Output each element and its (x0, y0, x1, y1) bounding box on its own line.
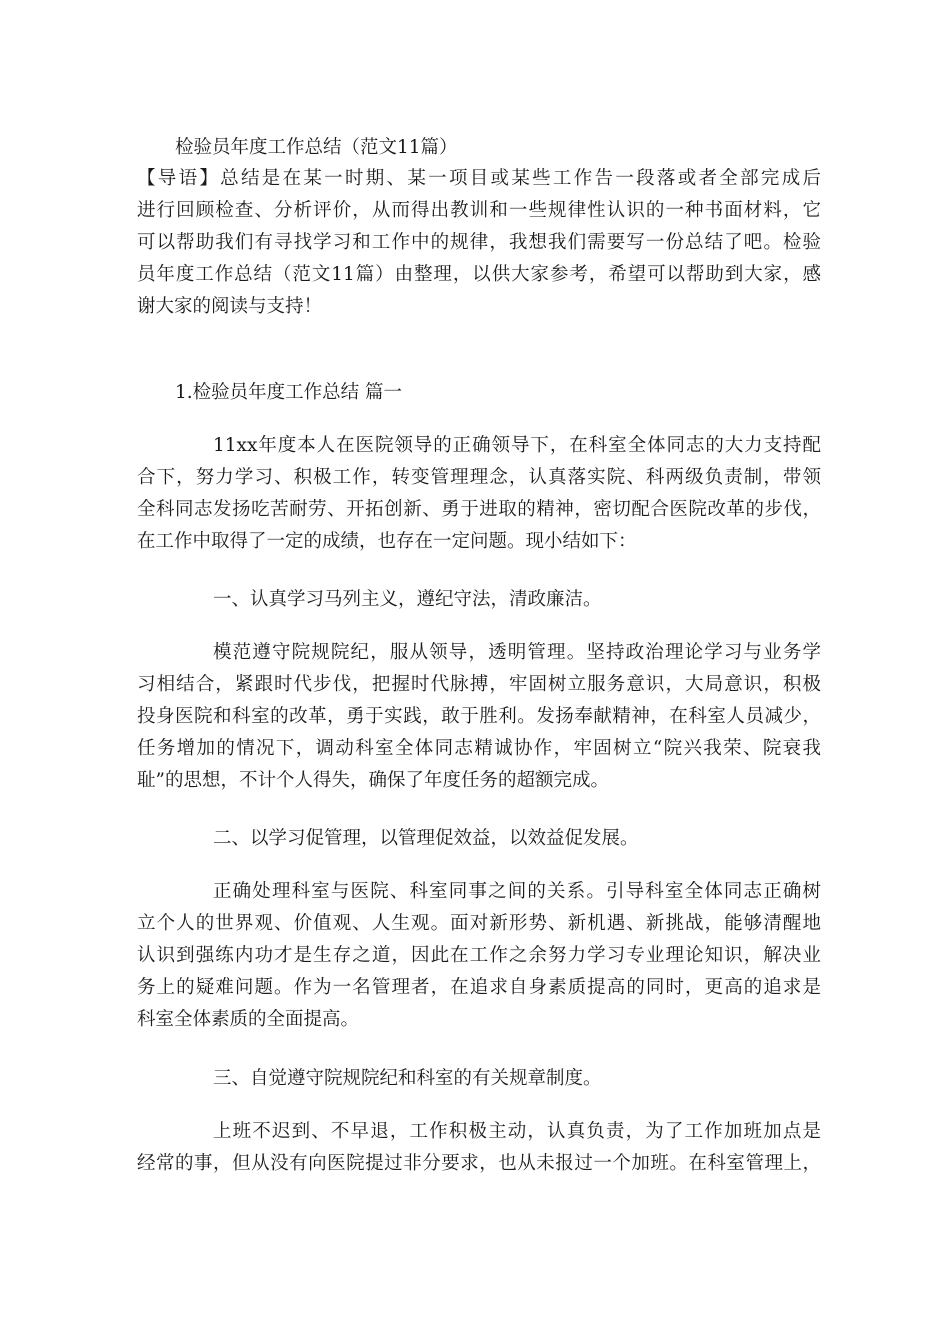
subsection-heading: 一、认真学习马列主义，遵纪守法，清政廉洁。 (213, 589, 602, 610)
intro-line: 可以帮助我们有寻找学习和工作中的规律，我想我们需要写一份总结了吧。检验 (137, 232, 821, 253)
subsection-heading: 二、以学习促管理，以管理促效益，以效益促发展。 (213, 828, 639, 849)
paragraph-line: 11xx年度本人在医院领导的正确领导下，在科室全体同志的大力支持配 (213, 435, 821, 456)
body-paragraph (137, 876, 821, 1036)
intro-paragraph (137, 163, 821, 323)
intro-line: 员年度工作总结（范文11篇）由整理，以供大家参考，希望可以帮助到大家，感 (137, 264, 821, 285)
subsection-heading: 三、自觉遵守院规院纪和科室的有关规章制度。 (213, 1068, 602, 1089)
section-heading: 1.检验员年度工作总结 篇一 (175, 382, 403, 403)
paragraph-line: 上班不迟到、不早退，工作积极主动，认真负责，为了工作加班加点是 (213, 1121, 821, 1142)
paragraph-line: 任务增加的情况下，调动科室全体同志精诚协作，牢固树立“院兴我荣、院衰我 (137, 738, 821, 759)
paragraph-line: 经常的事，但从没有向医院提过非分要求，也从未报过一个加班。在科室管理上， (137, 1153, 821, 1174)
body-paragraph (137, 637, 821, 797)
paragraph-line: 习相结合，紧跟时代步伐，把握时代脉搏，牢固树立服务意识，大局意识，积极 (137, 674, 821, 695)
intro-line: 进行回顾检查、分析评价，从而得出教训和一些规律性认识的一种书面材料，它 (137, 200, 821, 221)
body-paragraph (137, 1116, 821, 1180)
paragraph-line: 在工作中取得了一定的成绩，也存在一定问题。现小结如下： (137, 531, 637, 552)
intro-line: 谢大家的阅读与支持！ (137, 296, 323, 317)
paragraph-line: 务上的疑难问题。作为一名管理者，在追求自身素质提高的同时，更高的追求是 (137, 977, 821, 998)
paragraph-line: 投身医院和科室的改革，勇于实践，敢于胜利。发扬奉献精神，在科室人员减少， (137, 706, 821, 727)
paragraph-line: 全科同志发扬吃苦耐劳、开拓创新、勇于进取的精神，密切配合医院改革的步伐， (137, 499, 821, 520)
paragraph-line: 认识到强练内功才是生存之道，因此在工作之余努力学习专业理论知识，解决业 (137, 945, 821, 966)
body-paragraph (137, 430, 821, 558)
paragraph-line: 科室全体素质的全面提高。 (137, 1009, 360, 1030)
paragraph-line: 立个人的世界观、价值观、人生观。面对新形势、新机遇、新挑战，能够清醒地 (137, 913, 821, 934)
paragraph-line: 合下，努力学习、积极工作，转变管理理念，认真落实院、科两级负责制，带领 (137, 467, 821, 488)
intro-line: 【导语】总结是在某一时期、某一项目或某些工作告一段落或者全部完成后 (137, 168, 821, 189)
paragraph-line: 模范遵守院规院纪，服从领导，透明管理。坚持政治理论学习与业务学 (213, 642, 821, 663)
paragraph-line: 耻”的思想，不计个人得失，确保了年度任务的超额完成。 (137, 770, 609, 791)
document-title: 检验员年度工作总结（范文11篇） (175, 137, 458, 158)
paragraph-line: 正确处理科室与医院、科室同事之间的关系。引导科室全体同志正确树 (213, 881, 821, 902)
